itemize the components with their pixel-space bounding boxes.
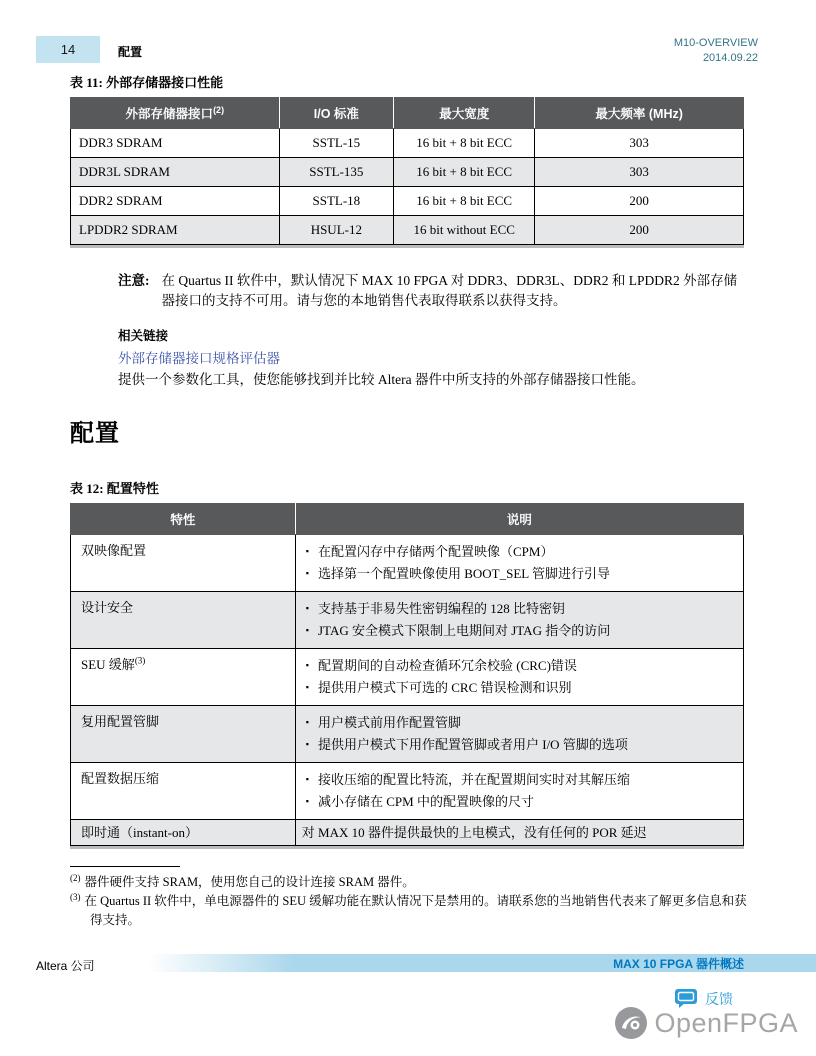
external-memory-interface-table xyxy=(70,97,744,245)
list-item-text: ▪ 接收压缩的配置比特流，并在配置期间实时对其解压缩 xyxy=(317,772,630,787)
external-memory-spec-estimator-link[interactable]: 外部存储器接口规格评估器 xyxy=(118,351,280,366)
list-item xyxy=(302,656,737,675)
configuration-features-table xyxy=(70,503,744,846)
table-row xyxy=(71,706,744,763)
cell-description xyxy=(295,763,743,820)
cell-feature: 设计安全 xyxy=(71,592,296,649)
note-text: 在 Quartus II 软件中，默认情况下 MAX 10 FPGA 对 DDR3、DDR3L、DDR2 和 LPDDR2 外部存储器接口的支持不可用。请与您的本地销售代表取得联系以获得支持。 xyxy=(161,273,738,308)
table-header-row xyxy=(71,98,744,129)
cell-max-width: 16 bit + 8 bit ECC xyxy=(394,158,535,187)
cell-io-standard: HSUL-12 xyxy=(279,216,393,245)
col-header-max-width: 最大宽度 xyxy=(394,98,535,129)
feature-label: SEU 缓解 xyxy=(81,657,135,672)
footer-company: Altera 公司 xyxy=(36,959,95,973)
list-item-text: ▪ 提供用户模式下可选的 CRC 错误检测和识别 xyxy=(317,680,572,695)
cell-description xyxy=(295,535,743,592)
cell-io-standard: SSTL-15 xyxy=(279,129,393,158)
list-item xyxy=(302,770,737,789)
cell-description xyxy=(295,649,743,706)
related-links-block xyxy=(118,327,744,389)
doc-id: M10-OVERVIEW xyxy=(673,37,758,49)
list-item-text: ▪ 配置期间的自动检查循环冗余校验 (CRC)错误 xyxy=(317,658,577,673)
cell-feature: 双映像配置 xyxy=(71,535,296,592)
table12-caption: 表 12: 配置特性 xyxy=(70,481,159,496)
brand-name: OpenFPGA xyxy=(654,1007,798,1038)
cell-interface: DDR2 SDRAM xyxy=(71,187,280,216)
cell-feature: 复用配置管脚 xyxy=(71,706,296,763)
list-item xyxy=(302,713,737,732)
cell-interface: LPDDR2 SDRAM xyxy=(71,216,280,245)
list-item-text: ▪ 减小存储在 CPM 中的配置映像的尺寸 xyxy=(317,794,534,809)
table-row xyxy=(71,592,744,649)
cell-interface: DDR3 SDRAM xyxy=(71,129,280,158)
cell-interface: DDR3L SDRAM xyxy=(71,158,280,187)
cell-io-standard: SSTL-135 xyxy=(279,158,393,187)
list-item xyxy=(302,621,737,640)
page-content xyxy=(70,72,744,846)
list-item-text: ▪ 用户模式前用作配置管脚 xyxy=(317,715,461,730)
table-row xyxy=(71,820,744,846)
table-row xyxy=(71,535,744,592)
cell-description: 对 MAX 10 器件提供最快的上电模式，没有任何的 POR 延迟 xyxy=(295,820,743,846)
footnote-divider xyxy=(70,866,180,867)
table-row xyxy=(71,129,744,158)
footnote-text: 器件硬件支持 SRAM，使用您自己的设计连接 SRAM 器件。 xyxy=(84,875,415,889)
cell-feature: 配置数据压缩 xyxy=(71,763,296,820)
note-label: 注意: xyxy=(118,273,150,288)
cell-description xyxy=(295,592,743,649)
footnote-ref-icon: (2) xyxy=(213,104,225,115)
list-item-text: ▪ 在配置闪存中存储两个配置映像（CPM） xyxy=(317,544,554,559)
footnote-marker: (2) xyxy=(70,872,81,883)
cell-max-freq: 200 xyxy=(535,216,744,245)
cell-io-standard: SSTL-18 xyxy=(279,187,393,216)
list-item-text: ▪ 提供用户模式下用作配置管脚或者用户 I/O 管脚的选项 xyxy=(317,737,628,752)
brand-watermark xyxy=(614,1006,798,1040)
cell-max-freq: 303 xyxy=(535,129,744,158)
cell-max-width: 16 bit + 8 bit ECC xyxy=(394,187,535,216)
list-item xyxy=(302,678,737,697)
footer-doc-title: MAX 10 FPGA 器件概述 xyxy=(613,956,744,971)
list-item-text: ▪ 选择第一个配置映像使用 BOOT_SEL 管脚进行引导 xyxy=(317,566,611,581)
related-links-heading: 相关链接 xyxy=(118,329,169,343)
table-row xyxy=(71,763,744,820)
col-header-label: 外部存储器接口 xyxy=(125,107,214,121)
cell-max-freq: 303 xyxy=(535,158,744,187)
footnote-marker: (3) xyxy=(70,891,81,902)
cell-feature: 即时通（instant-on） xyxy=(71,820,296,846)
list-item xyxy=(302,599,737,618)
feedback-label: 反馈 xyxy=(705,990,733,1007)
table-row xyxy=(71,216,744,245)
list-item xyxy=(302,735,737,754)
doc-meta xyxy=(674,36,758,66)
list-item-text: ▪ JTAG 安全模式下限制上电期间对 JTAG 指令的访问 xyxy=(317,623,611,638)
footnote xyxy=(70,892,750,930)
col-header-interface xyxy=(71,98,280,129)
related-links-description: 提供一个参数化工具，使您能够找到并比较 Altera 器件中所支持的外部存储器接口性能。 xyxy=(118,372,645,387)
footnotes xyxy=(70,866,750,930)
col-header-max-freq: 最大频率 (MHz) xyxy=(535,98,744,129)
list-item xyxy=(302,792,737,811)
page-number-box xyxy=(36,36,100,63)
note-block xyxy=(118,271,744,311)
col-header-io-standard: I/O 标准 xyxy=(279,98,393,129)
cell-description xyxy=(295,706,743,763)
page-header xyxy=(36,36,758,66)
cell-max-width: 16 bit without ECC xyxy=(394,216,535,245)
cell-feature xyxy=(71,649,296,706)
running-header-section: 配置 xyxy=(118,45,143,59)
page-number: 14 xyxy=(60,42,76,57)
cell-max-width: 16 bit + 8 bit ECC xyxy=(394,129,535,158)
col-header-feature: 特性 xyxy=(71,504,296,535)
list-item xyxy=(302,564,737,583)
footnote-ref-icon: (3) xyxy=(134,655,146,666)
openfpga-logo-icon xyxy=(614,1006,648,1040)
table-row xyxy=(71,187,744,216)
section-title-configuration: 配置 xyxy=(70,421,120,447)
table-row xyxy=(71,649,744,706)
table-header-row xyxy=(71,504,744,535)
col-header-description: 说明 xyxy=(295,504,743,535)
doc-date: 2014.09.22 xyxy=(702,52,758,64)
cell-max-freq: 200 xyxy=(535,187,744,216)
table11-caption: 表 11: 外部存储器接口性能 xyxy=(70,75,224,90)
footer-bar xyxy=(148,954,816,972)
table-row xyxy=(71,158,744,187)
list-item xyxy=(302,542,737,561)
footnote xyxy=(70,873,750,892)
list-item-text: ▪ 支持基于非易失性密钥编程的 128 比特密钥 xyxy=(317,601,565,616)
footnote-text: 在 Quartus II 软件中，单电源器件的 SEU 缓解功能在默认情况下是禁用的。请联系您的当地销售代表来了解更多信息和获得支持。 xyxy=(84,894,747,927)
